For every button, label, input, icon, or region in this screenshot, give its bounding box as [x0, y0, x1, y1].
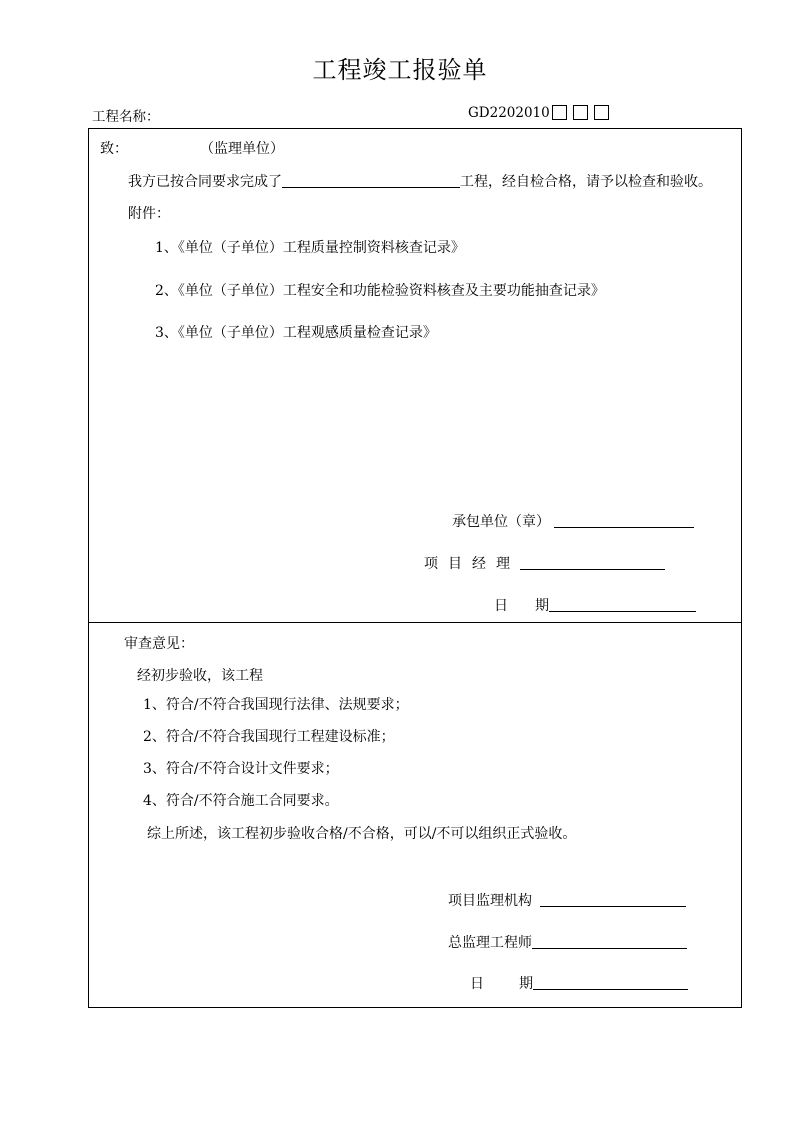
code-prefix: GD2202010 [468, 105, 550, 121]
code-box[interactable] [594, 105, 609, 120]
chief-engineer-row [448, 932, 687, 952]
code-boxes [552, 105, 609, 120]
project-manager-blank[interactable] [520, 555, 665, 570]
review-date-row [470, 973, 688, 993]
review-item: 3、符合/不符合设计文件要求； [143, 761, 339, 777]
supervision-org-label: 项目监理机构 [448, 893, 532, 909]
date-label-period: 期 [535, 598, 549, 614]
document-code [468, 105, 609, 121]
review-opinion-label: 审查意见： [124, 636, 194, 652]
review-intro: 经初步验收，该工程 [137, 668, 263, 684]
completion-statement [128, 171, 712, 191]
document-title: 工程竣工报验单 [312, 56, 488, 84]
code-box[interactable] [552, 105, 567, 120]
contractor-seal-label: 承包单位（章） [452, 514, 550, 530]
attachment-item: 2、《单位（子单位）工程安全和功能检验资料核查及主要功能抽查记录》 [155, 283, 605, 299]
statement-suffix: 工程，经自检合格，请予以检查和验收。 [460, 174, 712, 190]
section-divider [88, 622, 742, 623]
project-manager-row [424, 553, 665, 573]
contractor-seal-blank[interactable] [554, 513, 694, 528]
contractor-date-row [494, 595, 696, 615]
date-label-day: 日 [470, 976, 484, 992]
chief-engineer-blank[interactable] [532, 934, 687, 949]
statement-prefix: 我方已按合同要求完成了 [128, 174, 282, 190]
to-label: 致： [100, 141, 128, 157]
supervision-org-blank[interactable] [540, 892, 686, 907]
review-item: 2、符合/不符合我国现行工程建设标准； [143, 729, 395, 745]
date-label-day: 日 [494, 598, 508, 614]
supervision-org-row [448, 890, 686, 910]
code-box[interactable] [573, 105, 588, 120]
attachments-label: 附件： [128, 206, 170, 222]
review-item: 1、符合/不符合我国现行法律、法规要求； [143, 697, 409, 713]
date-label-period: 期 [519, 976, 533, 992]
review-conclusion: 综上所述，该工程初步验收合格/不合格，可以/不可以组织正式验收。 [147, 826, 577, 842]
contractor-seal-row [452, 511, 694, 531]
review-date-blank[interactable] [533, 975, 688, 990]
chief-engineer-label: 总监理工程师 [448, 935, 532, 951]
contractor-date-blank[interactable] [549, 597, 696, 612]
supervisor-unit-label: （监理单位） [200, 141, 284, 157]
project-name-label: 工程名称： [92, 109, 160, 125]
review-item: 4、符合/不符合施工合同要求。 [143, 793, 339, 809]
attachment-item: 1、《单位（子单位）工程质量控制资料核查记录》 [155, 240, 465, 256]
project-name-blank[interactable] [282, 173, 460, 188]
project-manager-label: 项目经理 [424, 556, 520, 572]
attachment-item: 3、《单位（子单位）工程观感质量检查记录》 [155, 325, 437, 341]
